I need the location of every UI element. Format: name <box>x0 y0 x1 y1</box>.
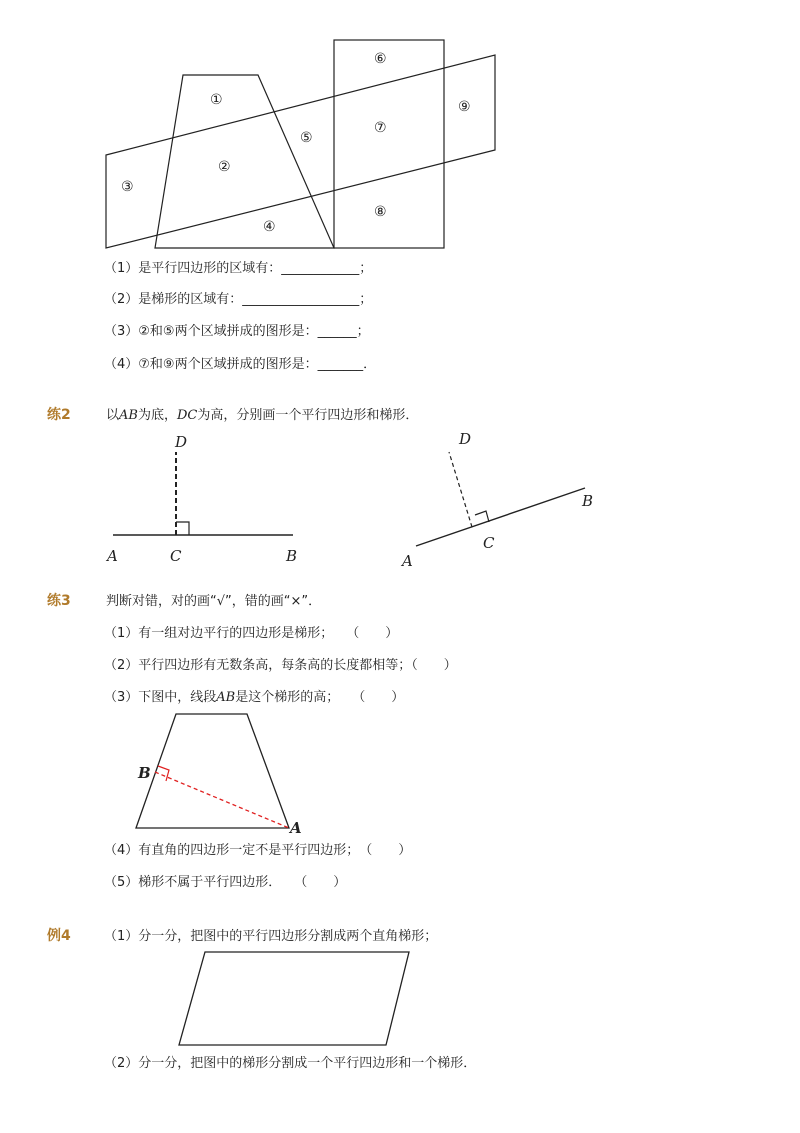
exercise-2-text-pre: 以 <box>106 408 120 423</box>
region-label-3: ③ <box>121 179 134 195</box>
question-1-2: （2）是梯形的区域有：__________________； <box>104 292 373 307</box>
region-label-8: ⑧ <box>374 204 387 220</box>
question-3-1: （1）有一组对边平行的四边形是梯形； （ ） <box>104 626 399 641</box>
question-4-2: （2）分一分，把图中的梯形分割成一个平行四边形和一个梯形． <box>104 1056 477 1071</box>
exercise-2-label: 练2 <box>47 407 71 423</box>
left-point-a: A <box>107 547 118 565</box>
segment-ab: AB <box>216 690 236 705</box>
question-1-3: （3）②和⑤两个区域拼成的图形是：______； <box>104 324 370 339</box>
left-point-d: D <box>175 433 188 451</box>
right-point-c: C <box>483 534 495 552</box>
question-3-3-post: 是这个梯形的高； （ ） <box>235 690 405 705</box>
left-point-c: C <box>170 547 182 565</box>
question-3-5: （5）梯形不属于平行四边形． （ ） <box>104 875 347 890</box>
exercise-3-label: 练3 <box>47 593 71 609</box>
region-label-1: ① <box>210 92 223 108</box>
region-label-9: ⑨ <box>458 99 471 115</box>
exercise-2-text-mid1: 为底， <box>137 408 177 423</box>
question-1-1: （1）是平行四边形的区域有：____________； <box>104 261 373 276</box>
region-label-6: ⑥ <box>374 51 387 67</box>
right-point-a: A <box>402 552 413 570</box>
parallelogram-shape <box>179 952 409 1045</box>
right-point-d: D <box>459 430 472 448</box>
region-label-2: ② <box>218 159 231 175</box>
exercise-2-text-mid2: 为高，分别画一个平行四边形和梯形． <box>197 408 419 423</box>
region-label-5: ⑤ <box>300 130 313 146</box>
exercise-3-intro: 判断对错，对的画“√”，错的画“×”． <box>106 594 322 609</box>
segment-ab: AB <box>119 408 138 423</box>
left-point-b: B <box>286 547 298 565</box>
question-3-3-pre: （3）下图中，线段 <box>104 690 217 705</box>
point-b: B <box>138 764 151 782</box>
question-1-4: （4）⑦和⑨两个区域拼成的图形是：_______． <box>104 357 377 372</box>
question-4-1: （1）分一分，把图中的平行四边形分割成两个直角梯形； <box>104 929 438 944</box>
example-4-label: 例4 <box>47 928 71 944</box>
point-a: A <box>290 819 302 837</box>
question-3-2: （2）平行四边形有无数条高，每条高的长度都相等；（ ） <box>104 658 457 673</box>
question-3-4: （4）有直角的四边形一定不是平行四边形； （ ） <box>104 843 412 858</box>
region-label-7: ⑦ <box>374 120 387 136</box>
segment-dc: DC <box>176 408 198 423</box>
right-point-b: B <box>582 492 594 510</box>
region-label-4: ④ <box>263 219 276 235</box>
